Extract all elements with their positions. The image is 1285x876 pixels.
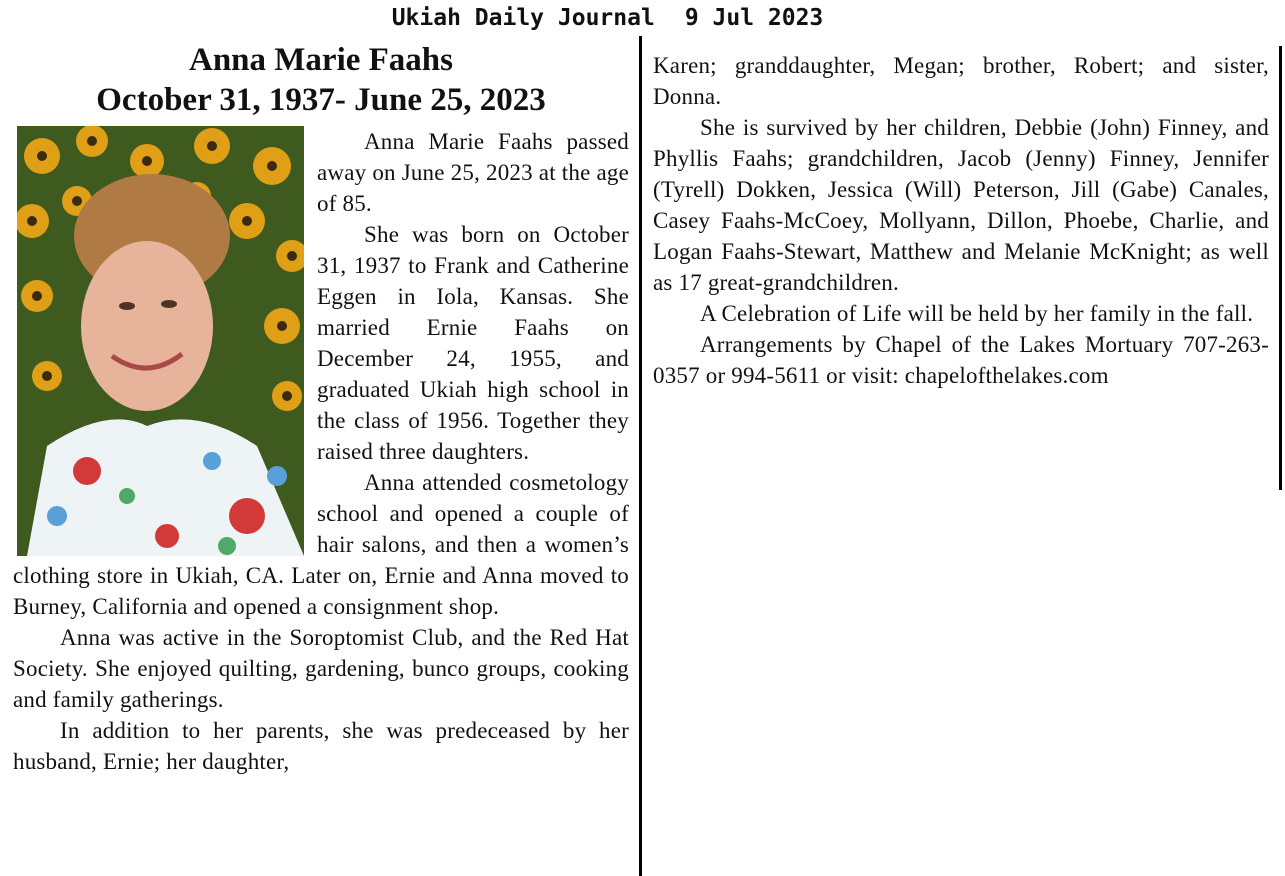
paragraph-survivors: She is survived by her children, Debbie (John) Finney, and Phyllis Faahs; grandchildren, Jacob (Jenny) Finney, Jennifer (Tyrell) Dokken, Jessica (Will) Peterson, Jill (Gabe) Canales, Casey Faahs-McCoey, Mollyann, Dillon, Phoebe, Charlie, and Logan Faahs-Stewart, Matthew and Melanie McKnight; as well as 17 great-grandchildren. (653, 115, 1269, 295)
paragraph-1: Anna Marie Faahs passed away on June 25, 2023 at the age of 85. (317, 129, 629, 216)
column-divider-right (1279, 46, 1282, 490)
paragraph-3: Anna attended cosmetology school and opened a couple of hair salons, and then a women’s clothing store in Ukiah, CA. Later on, Ernie and Anna moved to Burney, California and opened a consignment shop. (13, 470, 629, 619)
life-dates: October 31, 1937- June 25, 2023 (96, 82, 546, 118)
paragraph-2: She was born on October 31, 1937 to Frank and Catherine Eggen in Iola, Kansas. She married Ernie Faahs on December 24, 1955, and graduated Ukiah high school in the class of 1956. Together they raised three daughters. (317, 222, 629, 464)
paragraph-celebration: A Celebration of Life will be held by her family in the fall. (700, 301, 1254, 326)
newspaper-name: Ukiah Daily Journal (391, 5, 655, 31)
paragraph-continued: Karen; granddaughter, Megan; brother, Robert; and sister, Donna. (653, 53, 1269, 109)
masthead (0, 2, 1215, 34)
paragraph-5: In addition to her parents, she was predeceased by her husband, Ernie; her daughter, (13, 718, 629, 774)
column-divider-left (639, 36, 642, 876)
publication-date: 9 Jul 2023 (684, 5, 824, 31)
right-column (653, 50, 1269, 391)
deceased-name: Anna Marie Faahs (189, 42, 453, 78)
portrait-photo (17, 126, 304, 556)
paragraph-4: Anna was active in the Soroptomist Club, and the Red Hat Society. She enjoyed quilting, gardening, bunco groups, cooking and family gatherings. (13, 625, 629, 712)
right-column-text (653, 50, 1269, 391)
obituary-headline (13, 40, 629, 120)
paragraph-arrangements: Arrangements by Chapel of the Lakes Mortuary 707-263-0357 or 994-5611 or visit: chapelofthelakes.com (653, 332, 1269, 388)
left-column (13, 40, 629, 777)
left-column-text (13, 126, 629, 777)
